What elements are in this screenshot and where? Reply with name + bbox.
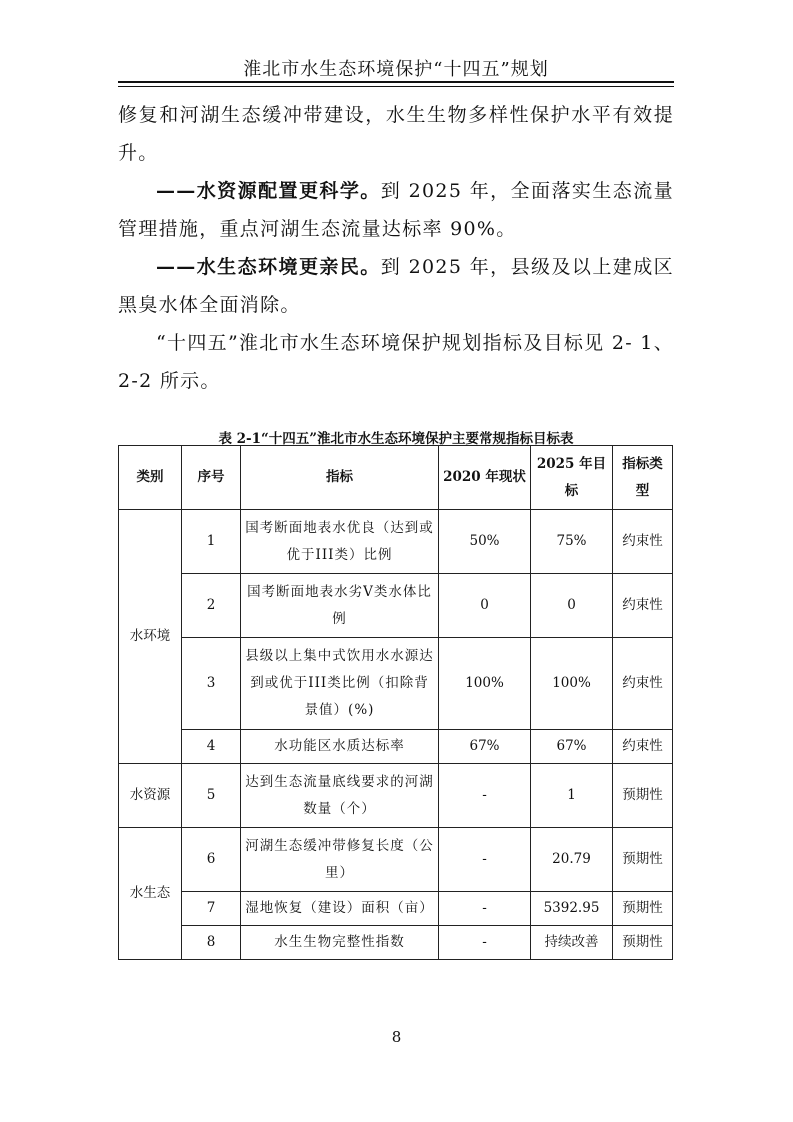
indicator-cell: 河湖生态缓冲带修复长度（公里） bbox=[241, 828, 439, 892]
indicator-cell: 国考断面地表水优良（达到或优于III类）比例 bbox=[241, 510, 439, 574]
table-row bbox=[119, 926, 673, 960]
indicator-cell: 水功能区水质达标率 bbox=[241, 730, 439, 764]
type-cell: 预期性 bbox=[613, 828, 673, 892]
paragraph-text: 到 2025 年，全面落实生态流量管理措施，重点河湖生态流量达标率 90%。 bbox=[118, 180, 674, 240]
bold-lead: ——水生态环境更亲民。 bbox=[156, 256, 381, 278]
target-cell: 0 bbox=[531, 574, 613, 638]
header-category: 类别 bbox=[119, 446, 182, 510]
indicator-cell: 水生生物完整性指数 bbox=[241, 926, 439, 960]
status-cell: 0 bbox=[439, 574, 531, 638]
type-cell: 预期性 bbox=[613, 892, 673, 926]
seq-cell: 8 bbox=[182, 926, 241, 960]
status-cell: 50% bbox=[439, 510, 531, 574]
paragraph-water-resources bbox=[118, 172, 674, 248]
status-cell: - bbox=[439, 892, 531, 926]
category-cell: 水环境 bbox=[119, 510, 182, 764]
paragraph-continuation: 修复和河湖生态缓冲带建设，水生生物多样性保护水平有效提升。 bbox=[118, 104, 674, 164]
table-row bbox=[119, 510, 673, 574]
header-status-2020: 2020 年现状 bbox=[439, 446, 531, 510]
seq-cell: 5 bbox=[182, 764, 241, 828]
seq-cell: 7 bbox=[182, 892, 241, 926]
type-cell: 约束性 bbox=[613, 638, 673, 730]
seq-cell: 6 bbox=[182, 828, 241, 892]
table-caption: 表 2-1“十四五”淮北市水生态环境保护主要常规指标目标表 bbox=[218, 431, 574, 447]
header-rule-thick bbox=[118, 81, 674, 83]
table-row bbox=[119, 828, 673, 892]
header-type: 指标类型 bbox=[613, 446, 673, 510]
page-number: 8 bbox=[391, 1028, 402, 1046]
table-row bbox=[119, 892, 673, 926]
table-row bbox=[119, 764, 673, 828]
indicator-table bbox=[118, 445, 673, 960]
status-cell: - bbox=[439, 764, 531, 828]
header-target-2025: 2025 年目标 bbox=[531, 446, 613, 510]
category-cell: 水生态 bbox=[119, 828, 182, 960]
target-cell: 1 bbox=[531, 764, 613, 828]
paragraph-text: 到 2025 年，县级及以上建成区黑臭水体全面消除。 bbox=[118, 256, 674, 316]
target-cell: 67% bbox=[531, 730, 613, 764]
target-cell: 75% bbox=[531, 510, 613, 574]
target-cell: 5392.95 bbox=[531, 892, 613, 926]
running-header: 淮北市水生态环境保护“十四五”规划 bbox=[243, 59, 549, 80]
type-cell: 约束性 bbox=[613, 574, 673, 638]
type-cell: 预期性 bbox=[613, 764, 673, 828]
type-cell: 约束性 bbox=[613, 510, 673, 574]
header-rule-thin bbox=[118, 86, 674, 87]
seq-cell: 3 bbox=[182, 638, 241, 730]
seq-cell: 2 bbox=[182, 574, 241, 638]
indicator-cell: 国考断面地表水劣V类水体比例 bbox=[241, 574, 439, 638]
type-cell: 预期性 bbox=[613, 926, 673, 960]
header-seq: 序号 bbox=[182, 446, 241, 510]
indicator-cell: 县级以上集中式饮用水水源达到或优于III类比例（扣除背景值）(%) bbox=[241, 638, 439, 730]
table-header-row bbox=[119, 446, 673, 510]
type-cell: 约束性 bbox=[613, 730, 673, 764]
paragraph-table-intro: “十四五”淮北市水生态环境保护规划指标及目标见 2- 1、2-2 所示。 bbox=[118, 332, 674, 392]
table-row bbox=[119, 638, 673, 730]
indicator-cell: 湿地恢复（建设）面积（亩） bbox=[241, 892, 439, 926]
bold-lead: ——水资源配置更科学。 bbox=[156, 180, 381, 202]
table-row bbox=[119, 730, 673, 764]
header-indicator: 指标 bbox=[241, 446, 439, 510]
seq-cell: 4 bbox=[182, 730, 241, 764]
table-row bbox=[119, 574, 673, 638]
body-text bbox=[118, 96, 674, 400]
indicator-cell: 达到生态流量底线要求的河湖数量（个） bbox=[241, 764, 439, 828]
status-cell: - bbox=[439, 926, 531, 960]
target-cell: 20.79 bbox=[531, 828, 613, 892]
target-cell: 持续改善 bbox=[531, 926, 613, 960]
status-cell: 100% bbox=[439, 638, 531, 730]
target-cell: 100% bbox=[531, 638, 613, 730]
category-cell: 水资源 bbox=[119, 764, 182, 828]
status-cell: 67% bbox=[439, 730, 531, 764]
paragraph-water-ecology bbox=[118, 248, 674, 324]
status-cell: - bbox=[439, 828, 531, 892]
seq-cell: 1 bbox=[182, 510, 241, 574]
